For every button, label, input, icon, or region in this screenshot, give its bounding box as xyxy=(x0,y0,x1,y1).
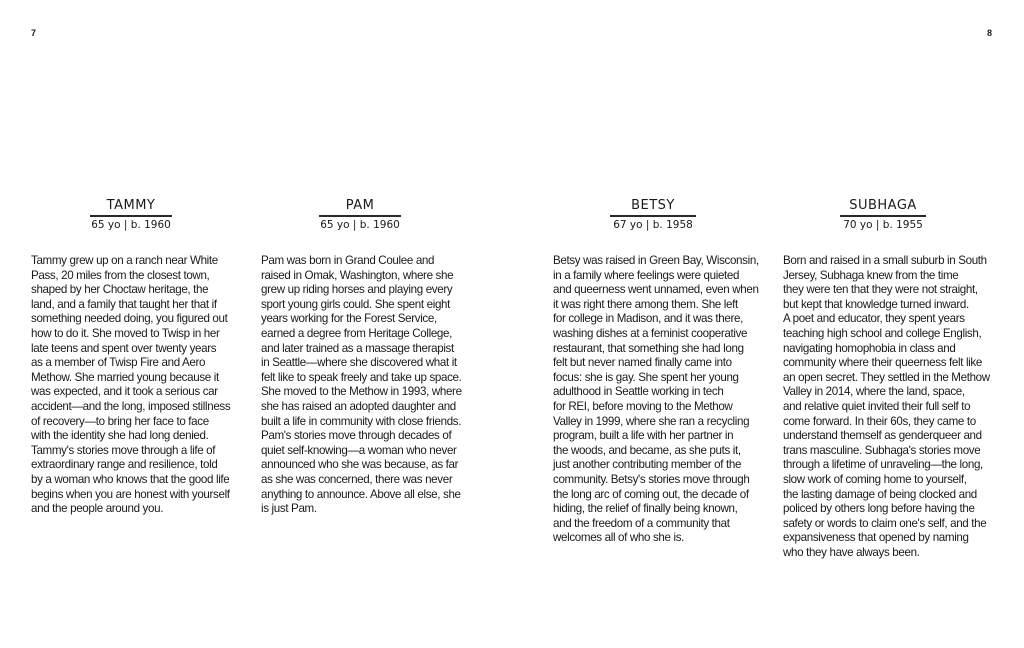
page-number-left: 7 xyxy=(31,28,37,38)
profile-header xyxy=(261,198,471,258)
profile-name: BETSY xyxy=(631,198,675,213)
profile-subhaga xyxy=(783,198,1003,559)
profile-name: SUBHAGA xyxy=(849,198,917,213)
profile-tammy xyxy=(31,198,241,516)
profile-bio: Born and raised in a small suburb in South Jersey, Subhaga knew from the time they were ten that they were not straight, but kept that knowledge turned inward. A poet and educator, they spent years teaching high school and college English, navigating homophobia in class and community where their queerness felt like an open secret. They settled in the Methow Valley in 2014, where the land, space, and relative quiet invited their full self to come forward. In their 60s, they came to understand themself as genderqueer and trans masculine. Subhaga's stories move through a lifetime of unraveling—the long, slow work of coming home to yourself, the lasting damage of being clocked and policed by others long before having the safety or words to claim one's self, and the expansiveness that opened by naming who they have always been. xyxy=(783,254,990,559)
profile-age-line: 65 yo | b. 1960 xyxy=(91,219,171,231)
name-underline xyxy=(610,215,696,217)
profile-name: TAMMY xyxy=(106,198,156,213)
profile-age-line: 65 yo | b. 1960 xyxy=(320,219,400,231)
name-underline xyxy=(90,215,172,217)
profile-age-line: 67 yo | b. 1958 xyxy=(613,219,693,231)
name-underline xyxy=(840,215,926,217)
profile-header xyxy=(553,198,768,258)
profile-bio: Betsy was raised in Green Bay, Wisconsin, in a family where feelings were quieted and queerness went unnamed, even when it was right there among them. She left for college in Madison, and it was there, washing dishes at a feminist cooperative restaurant, that something she had long felt but never named finally came into focus: she is gay. She spent her young adulthood in Seattle working in tech for REI, before moving to the Methow Valley in 1999, where she ran a recycling program, built a life with her partner in the woods, and became, as she puts it, just another contributing member of the community. Betsy's stories move through the long arc of coming out, the decade of hiding, the relief of finally being known, and the freedom of a community that welcomes all of who she is. xyxy=(553,254,759,545)
profile-name: PAM xyxy=(345,198,375,213)
profile-age-line: 70 yo | b. 1955 xyxy=(843,219,923,231)
profile-header xyxy=(31,198,241,258)
profile-header xyxy=(783,198,1003,258)
profile-bio: Pam was born in Grand Coulee and raised in Omak, Washington, where she grew up riding horses and playing every sport young girls could. She spent eight years working for the Forest Service, earned a degree from Heritage College, and later trained as a massage therapist in Seattle—where she discovered what it felt like to speak freely and take up space. She moved to the Methow in 1993, where she has raised an adopted daughter and built a life in community with close friends. Pam's stories move through decades of quiet self-knowing—a woman who never announced who she was because, as far as she was concerned, there was never anything to announce. Above all else, she is just Pam. xyxy=(261,254,462,516)
name-underline xyxy=(319,215,401,217)
profile-betsy xyxy=(553,198,768,545)
page-number-right: 8 xyxy=(987,28,993,38)
profile-bio: Tammy grew up on a ranch near White Pass, 20 miles from the closest town, shaped by her Choctaw heritage, the land, and a family that taught her that if something needed doing, you figured out how to do it. She moved to Twisp in her late teens and spent over twenty years as a member of Twisp Fire and Aero Methow. She married young because it was expected, and it took a serious car accident—and the long, imposed stillness of recovery—to bring her face to face with the identity she had long denied. Tammy's stories move through a life of extraordinary range and resilience, told by a woman who knows that the good life begins when you are honest with yourself and the people around you. xyxy=(31,254,231,516)
profile-pam xyxy=(261,198,471,516)
